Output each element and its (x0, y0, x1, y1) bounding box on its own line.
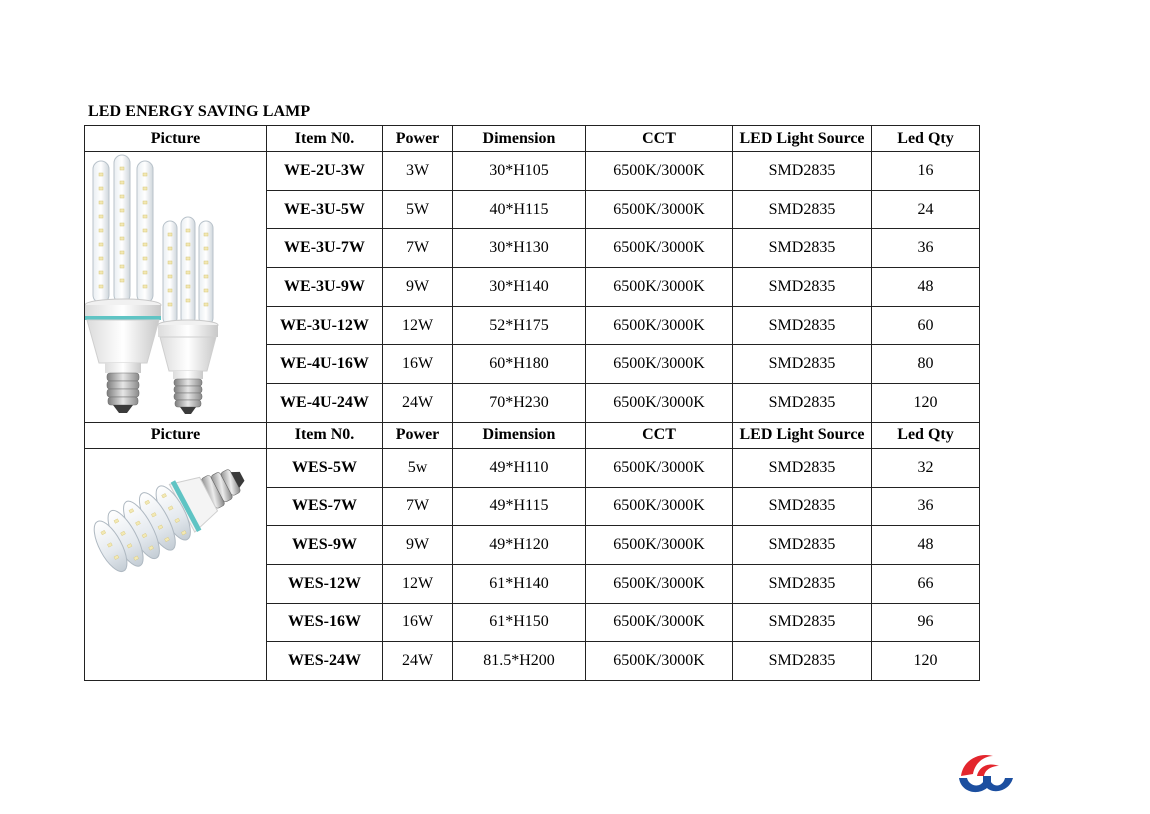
company-logo (957, 750, 1015, 796)
led-qty: 48 (872, 526, 980, 565)
item-number: WES-9W (267, 526, 383, 565)
led-qty: 120 (872, 642, 980, 681)
led-qty: 60 (872, 306, 980, 345)
led-qty: 16 (872, 152, 980, 191)
header-cell: Picture (85, 126, 267, 152)
cct: 6500K/3000K (586, 642, 733, 681)
led-qty: 66 (872, 564, 980, 603)
item-number: WE-3U-5W (267, 190, 383, 229)
header-cell: Item N0. (267, 422, 383, 448)
light-source: SMD2835 (733, 306, 872, 345)
power: 12W (383, 564, 453, 603)
item-number: WE-4U-16W (267, 345, 383, 384)
led-qty: 120 (872, 384, 980, 423)
u-bulb-picture (85, 152, 267, 423)
dimension: 52*H175 (453, 306, 586, 345)
power: 3W (383, 152, 453, 191)
dimension: 30*H130 (453, 229, 586, 268)
light-source: SMD2835 (733, 487, 872, 526)
item-number: WES-12W (267, 564, 383, 603)
light-source: SMD2835 (733, 268, 872, 307)
light-source: SMD2835 (733, 448, 872, 487)
light-source: SMD2835 (733, 564, 872, 603)
table-row (85, 152, 980, 191)
spiral-bulb-picture (85, 448, 267, 680)
header-row (85, 422, 980, 448)
cct: 6500K/3000K (586, 268, 733, 307)
cct: 6500K/3000K (586, 603, 733, 642)
power: 9W (383, 268, 453, 307)
led-qty: 24 (872, 190, 980, 229)
led-qty: 48 (872, 268, 980, 307)
power: 12W (383, 306, 453, 345)
light-source: SMD2835 (733, 345, 872, 384)
header-cell: Picture (85, 422, 267, 448)
led-qty: 96 (872, 603, 980, 642)
header-cell: CCT (586, 126, 733, 152)
item-number: WE-3U-7W (267, 229, 383, 268)
header-cell: Led Qty (872, 126, 980, 152)
dimension: 49*H110 (453, 448, 586, 487)
cct: 6500K/3000K (586, 564, 733, 603)
light-source: SMD2835 (733, 229, 872, 268)
header-cell: CCT (586, 422, 733, 448)
header-cell: Power (383, 422, 453, 448)
item-number: WE-2U-3W (267, 152, 383, 191)
light-source: SMD2835 (733, 642, 872, 681)
power: 5w (383, 448, 453, 487)
power: 5W (383, 190, 453, 229)
led-qty: 36 (872, 229, 980, 268)
dimension: 81.5*H200 (453, 642, 586, 681)
dimension: 61*H140 (453, 564, 586, 603)
power: 9W (383, 526, 453, 565)
cct: 6500K/3000K (586, 152, 733, 191)
power: 24W (383, 384, 453, 423)
dimension: 49*H120 (453, 526, 586, 565)
header-cell: Dimension (453, 422, 586, 448)
header-cell: LED Light Source (733, 126, 872, 152)
light-source: SMD2835 (733, 190, 872, 229)
header-cell: Item N0. (267, 126, 383, 152)
page-title: LED ENERGY SAVING LAMP (88, 103, 311, 120)
dimension: 49*H115 (453, 487, 586, 526)
light-source: SMD2835 (733, 603, 872, 642)
light-source: SMD2835 (733, 526, 872, 565)
power: 16W (383, 603, 453, 642)
cct: 6500K/3000K (586, 487, 733, 526)
item-number: WES-5W (267, 448, 383, 487)
light-source: SMD2835 (733, 152, 872, 191)
table-row (85, 448, 980, 487)
dimension: 61*H150 (453, 603, 586, 642)
cct: 6500K/3000K (586, 448, 733, 487)
header-cell: LED Light Source (733, 422, 872, 448)
led-qty: 36 (872, 487, 980, 526)
spiral-bulb-image (85, 449, 265, 609)
dimension: 30*H105 (453, 152, 586, 191)
header-cell: Led Qty (872, 422, 980, 448)
power: 7W (383, 487, 453, 526)
item-number: WE-4U-24W (267, 384, 383, 423)
power: 16W (383, 345, 453, 384)
cct: 6500K/3000K (586, 229, 733, 268)
light-source: SMD2835 (733, 384, 872, 423)
cct: 6500K/3000K (586, 306, 733, 345)
dimension: 60*H180 (453, 345, 586, 384)
cct: 6500K/3000K (586, 345, 733, 384)
dimension: 30*H140 (453, 268, 586, 307)
item-number: WE-3U-9W (267, 268, 383, 307)
item-number: WES-7W (267, 487, 383, 526)
header-cell: Dimension (453, 126, 586, 152)
dimension: 70*H230 (453, 384, 586, 423)
cct: 6500K/3000K (586, 384, 733, 423)
led-qty: 80 (872, 345, 980, 384)
u-shape-bulb-image (85, 153, 265, 421)
item-number: WE-3U-12W (267, 306, 383, 345)
cct: 6500K/3000K (586, 526, 733, 565)
power: 7W (383, 229, 453, 268)
item-number: WES-24W (267, 642, 383, 681)
header-row (85, 126, 980, 152)
spec-table (84, 125, 980, 681)
power: 24W (383, 642, 453, 681)
header-cell: Power (383, 126, 453, 152)
dimension: 40*H115 (453, 190, 586, 229)
cct: 6500K/3000K (586, 190, 733, 229)
item-number: WES-16W (267, 603, 383, 642)
led-qty: 32 (872, 448, 980, 487)
